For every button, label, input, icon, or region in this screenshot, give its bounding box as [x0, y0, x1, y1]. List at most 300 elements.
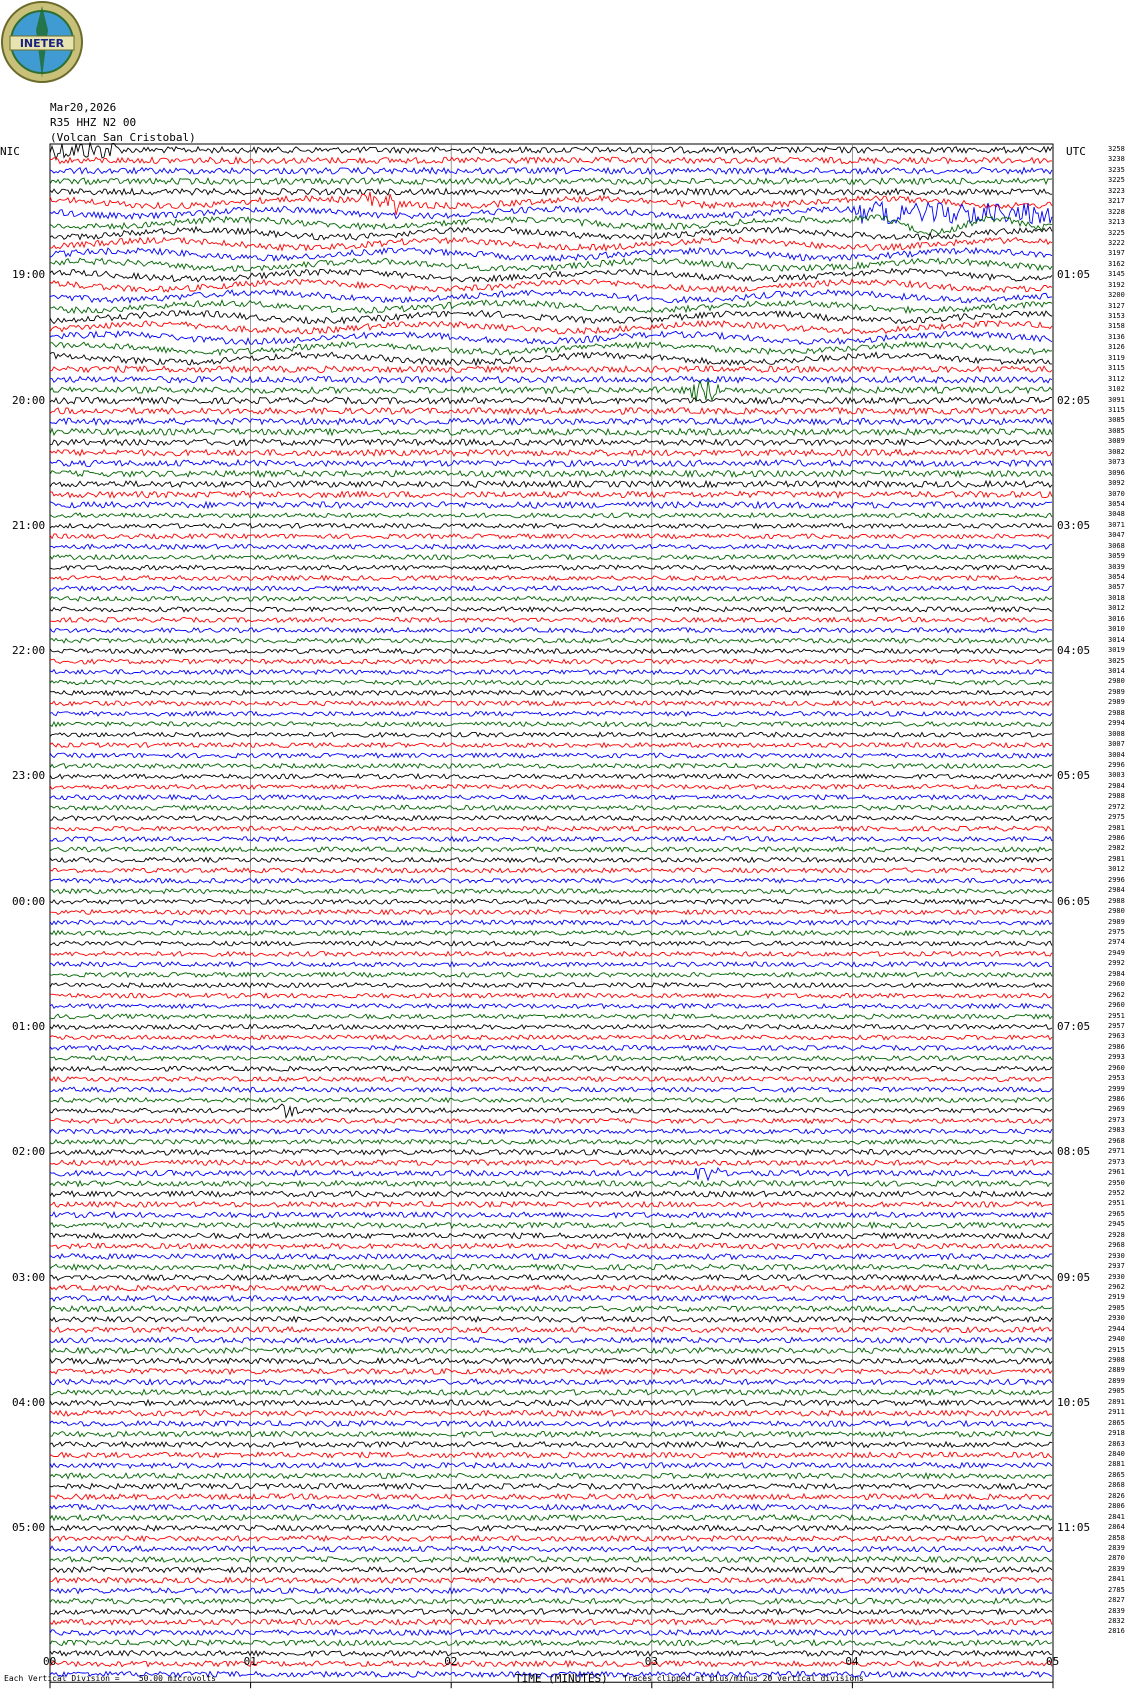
trace-line [50, 826, 1052, 831]
trace-line [50, 439, 1052, 445]
rms-value: 2989 [1108, 687, 1125, 696]
rms-value: 3003 [1108, 771, 1125, 780]
trace-line [50, 1223, 1052, 1229]
rms-value: 3054 [1108, 499, 1125, 508]
rms-value: 3258 [1108, 145, 1125, 153]
station-code: R35 HHZ N2 00 [50, 116, 137, 129]
rms-value: 2785 [1108, 1585, 1125, 1594]
rms-value: 3004 [1108, 750, 1125, 759]
rms-value: 3059 [1108, 552, 1125, 561]
rms-value: 3018 [1108, 593, 1125, 602]
rms-value: 2953 [1108, 1074, 1125, 1083]
rms-value: 2983 [1108, 1126, 1125, 1135]
trace-line [50, 1390, 1052, 1396]
trace-line [50, 659, 1052, 664]
x-tick-label: 02 [444, 1655, 458, 1668]
rms-value: 2984 [1108, 781, 1125, 790]
chart-date: Mar20,2026 [50, 101, 117, 114]
rms-value: 2832 [1108, 1617, 1125, 1626]
trace-line [50, 1337, 1052, 1343]
trace-line [50, 513, 1052, 518]
rms-value: 2957 [1108, 1021, 1125, 1030]
x-tick-label: 00 [43, 1655, 57, 1668]
trace-line [50, 983, 1052, 988]
rms-value: 2945 [1108, 1220, 1125, 1229]
rms-value: 3136 [1108, 332, 1125, 341]
rms-value: 3007 [1108, 740, 1125, 749]
rms-value: 3010 [1108, 625, 1125, 634]
rms-value: 3014 [1108, 635, 1125, 644]
rms-value: 3228 [1108, 207, 1125, 216]
right-time-label: 07:05 [1057, 1019, 1091, 1033]
left-time-label: 02:00 [12, 1145, 46, 1159]
trace-line [50, 993, 1052, 998]
trace-line [50, 1087, 1052, 1092]
rms-value: 2988 [1108, 708, 1125, 717]
rms-value: 2961 [1108, 1168, 1125, 1177]
trace-line [50, 1139, 1052, 1144]
trace-line [50, 450, 1052, 456]
rms-value: 2968 [1108, 1241, 1125, 1250]
trace-line [50, 352, 1052, 365]
trace-line [50, 237, 1052, 250]
x-axis-label: TIME (MINUTES) [515, 1672, 608, 1685]
rms-value: 3119 [1108, 353, 1125, 362]
trace-line [50, 722, 1052, 727]
left-time-label: 22:00 [12, 644, 46, 658]
rms-value: 2981 [1108, 854, 1125, 863]
trace-line [50, 418, 1052, 424]
rms-value: 2865 [1108, 1418, 1125, 1427]
rms-value: 3197 [1108, 249, 1125, 258]
trace-line [50, 429, 1052, 435]
trace-line [50, 878, 1052, 883]
trace-line [50, 1045, 1052, 1050]
rms-value: 3115 [1108, 364, 1125, 373]
trace-line [50, 597, 1052, 602]
rms-value: 3054 [1108, 573, 1125, 582]
rms-value: 3222 [1108, 238, 1125, 247]
rms-value: 2962 [1108, 1282, 1125, 1291]
rms-value: 3012 [1108, 604, 1125, 613]
trace-line [50, 1035, 1052, 1040]
trace-line [50, 670, 1052, 675]
rms-value: 3225 [1108, 176, 1125, 185]
rms-value: 3068 [1108, 541, 1125, 550]
trace-line [50, 691, 1052, 696]
left-time-label: 04:00 [12, 1395, 46, 1409]
rms-value: 2984 [1108, 886, 1125, 895]
trace-line [50, 470, 1052, 476]
rms-value: 2972 [1108, 802, 1125, 811]
trace-line [50, 1327, 1052, 1333]
trace-line [50, 1410, 1052, 1416]
x-tick-label: 05 [1046, 1655, 1060, 1668]
trace-line [50, 408, 1052, 414]
rms-value: 2973 [1108, 1115, 1125, 1124]
trace-line [50, 1212, 1052, 1218]
trace-line [50, 1056, 1052, 1061]
trace-line [50, 1494, 1052, 1500]
trace-line [50, 565, 1052, 570]
rms-value: 2839 [1108, 1606, 1125, 1615]
trace-line [50, 962, 1052, 967]
trace-line [50, 460, 1052, 466]
scale-note: Each Vertical Division = 50.00 microvolts [4, 1674, 216, 1683]
trace-line [50, 586, 1052, 591]
trace-line [50, 342, 1052, 355]
trace-line [50, 157, 1052, 163]
left-time-label: 00:00 [12, 894, 46, 908]
rms-value: 2816 [1108, 1627, 1125, 1636]
trace-line [50, 1442, 1052, 1448]
trace-line [50, 1077, 1052, 1082]
trace-line [50, 847, 1052, 852]
rms-value: 2960 [1108, 1063, 1125, 1072]
left-zone-label: NIC [0, 145, 20, 158]
rms-value: 3091 [1108, 395, 1125, 404]
rms-value: 2839 [1108, 1543, 1125, 1552]
x-tick-label: 01 [243, 1655, 257, 1668]
rms-value: 3225 [1108, 228, 1125, 237]
rms-value: 3016 [1108, 614, 1125, 623]
trace-line [50, 1452, 1052, 1458]
rms-value: 3200 [1108, 291, 1125, 300]
trace-line [50, 1598, 1052, 1604]
trace-line [50, 1421, 1052, 1427]
rms-value: 2986 [1108, 1095, 1125, 1104]
rms-value: 2989 [1108, 917, 1125, 926]
x-tick-label: 03 [644, 1655, 659, 1668]
trace-line [50, 1160, 1052, 1166]
rms-value: 2826 [1108, 1491, 1125, 1500]
trace-line [50, 377, 1052, 383]
right-zone-label: UTC [1066, 145, 1086, 158]
rms-value: 2952 [1108, 1189, 1125, 1197]
rms-value: 2996 [1108, 875, 1125, 884]
left-time-label: 05:00 [12, 1521, 46, 1535]
trace-line [50, 1536, 1052, 1542]
trace-line [50, 1567, 1052, 1573]
trace-line [50, 732, 1052, 737]
right-time-label: 08:05 [1057, 1145, 1091, 1159]
trace-line [50, 202, 1052, 224]
x-tick-label: 04 [845, 1655, 859, 1668]
trace-line [50, 491, 1052, 497]
rms-value: 2841 [1108, 1512, 1125, 1521]
rms-value: 2960 [1108, 980, 1125, 989]
rms-value: 2974 [1108, 938, 1125, 947]
rms-value: 2881 [1108, 1460, 1125, 1469]
rms-value: 2911 [1108, 1408, 1125, 1417]
trace-line [50, 1588, 1052, 1594]
trace-line [50, 300, 1052, 313]
right-time-label: 05:05 [1057, 769, 1091, 783]
trace-line [50, 576, 1052, 581]
rms-value: 2951 [1108, 1199, 1125, 1208]
rms-value: 3092 [1108, 479, 1125, 488]
left-time-label: 23:00 [12, 769, 46, 783]
trace-line [50, 502, 1052, 508]
rms-value: 3008 [1108, 729, 1125, 738]
trace-line [50, 1275, 1052, 1281]
trace-line [50, 1484, 1052, 1490]
trace-line [50, 544, 1052, 549]
right-time-label: 01:05 [1057, 268, 1091, 282]
trace-line [50, 607, 1052, 612]
rms-value: 3019 [1108, 646, 1125, 655]
trace-line [50, 1463, 1052, 1469]
trace-line [50, 555, 1052, 560]
rms-value: 3153 [1108, 312, 1125, 321]
rms-value: 2841 [1108, 1575, 1125, 1584]
trace-line [50, 366, 1052, 372]
trace-line [50, 1004, 1052, 1009]
station-location: (Volcan San Cristobal) [50, 131, 196, 144]
trace-line [50, 331, 1052, 344]
trace-line [50, 972, 1052, 977]
rms-value: 2973 [1108, 1157, 1125, 1166]
trace-line [50, 1619, 1052, 1625]
rms-value: 3102 [1108, 385, 1125, 394]
rms-value: 2928 [1108, 1230, 1125, 1239]
trace-line [50, 784, 1052, 789]
trace-line [50, 1014, 1052, 1019]
trace-line [50, 931, 1052, 936]
trace-line [50, 889, 1052, 894]
left-time-label: 01:00 [12, 1019, 46, 1033]
rms-value: 2980 [1108, 677, 1125, 686]
rms-value: 2915 [1108, 1345, 1125, 1354]
rms-value: 2975 [1108, 813, 1125, 822]
left-time-label: 20:00 [12, 393, 46, 407]
rms-value: 2870 [1108, 1554, 1125, 1563]
rms-value: 3073 [1108, 458, 1125, 467]
rms-value: 2864 [1108, 1523, 1125, 1532]
trace-line [50, 1168, 1052, 1180]
trace-line [50, 701, 1052, 706]
rms-value: 2863 [1108, 1439, 1125, 1448]
rms-value: 3235 [1108, 165, 1125, 174]
rms-value: 2827 [1108, 1596, 1125, 1605]
rms-value: 2951 [1108, 1011, 1125, 1020]
trace-line [50, 1066, 1052, 1071]
rms-value: 2937 [1108, 1262, 1125, 1271]
trace-line [50, 711, 1052, 716]
rms-value: 2950 [1108, 1178, 1125, 1187]
trace-line [50, 638, 1052, 643]
trace-line [50, 816, 1052, 821]
trace-line [50, 189, 1052, 195]
left-time-label: 21:00 [12, 518, 46, 532]
rms-value: 3048 [1108, 510, 1125, 519]
rms-value: 3012 [1108, 865, 1125, 874]
rms-value: 2971 [1108, 1147, 1125, 1156]
rms-value: 2965 [1108, 1209, 1125, 1218]
trace-line [50, 1504, 1052, 1510]
rms-value: 3070 [1108, 489, 1125, 498]
trace-line [50, 743, 1052, 748]
trace-line [50, 1181, 1052, 1187]
rms-value: 2988 [1108, 792, 1125, 801]
trace-line [50, 1264, 1052, 1270]
rms-value: 3158 [1108, 322, 1125, 331]
trace-line [50, 1129, 1052, 1134]
rms-value: 3192 [1108, 280, 1125, 289]
rms-value: 2889 [1108, 1366, 1125, 1375]
rms-value: 3112 [1108, 374, 1125, 383]
trace-line [50, 1317, 1052, 1323]
trace-line [50, 1546, 1052, 1552]
rms-value: 3047 [1108, 531, 1125, 540]
trace-line [50, 1098, 1052, 1103]
trace-line [50, 1661, 1052, 1667]
trace-line [50, 290, 1052, 303]
trace-line [50, 227, 1052, 240]
rms-value: 2994 [1108, 719, 1125, 728]
trace-line [50, 1515, 1052, 1521]
rms-value: 3085 [1108, 426, 1125, 435]
trace-line [50, 920, 1052, 925]
rms-value: 2984 [1108, 969, 1125, 978]
rms-value: 2908 [1108, 1356, 1125, 1365]
rms-value: 2858 [1108, 1533, 1125, 1542]
trace-line [50, 1379, 1052, 1385]
rms-value: 2918 [1108, 1429, 1125, 1438]
trace-line [50, 1348, 1052, 1354]
right-time-label: 10:05 [1057, 1395, 1091, 1409]
rms-value: 3085 [1108, 416, 1125, 425]
trace-line [50, 837, 1052, 842]
trace-line [50, 397, 1052, 403]
rms-value: 3096 [1108, 468, 1125, 477]
rms-value: 2905 [1108, 1303, 1125, 1312]
rms-value: 2865 [1108, 1470, 1125, 1479]
rms-value: 2993 [1108, 1053, 1125, 1062]
rms-value: 2840 [1108, 1450, 1125, 1458]
right-time-label: 04:05 [1057, 644, 1091, 658]
trace-line [50, 1369, 1052, 1375]
right-time-label: 02:05 [1057, 393, 1091, 407]
trace-line [50, 753, 1052, 758]
trace-line [50, 680, 1052, 685]
left-time-label: 03:00 [12, 1270, 46, 1284]
rms-value: 3145 [1108, 270, 1125, 279]
rms-value: 2919 [1108, 1293, 1125, 1302]
rms-value: 2988 [1108, 896, 1125, 905]
rms-value: 2839 [1108, 1564, 1125, 1573]
rms-value: 3126 [1108, 343, 1125, 352]
trace-line [50, 1254, 1052, 1260]
rms-value: 2968 [1108, 1136, 1125, 1145]
rms-value: 2975 [1108, 928, 1125, 936]
trace-line [50, 1025, 1052, 1030]
rms-value: 3217 [1108, 197, 1125, 206]
trace-line [50, 617, 1052, 622]
trace-line [50, 1557, 1052, 1563]
rms-value: 2960 [1108, 1001, 1125, 1010]
rms-value: 2996 [1108, 760, 1125, 769]
rms-value: 2868 [1108, 1481, 1125, 1490]
trace-line [50, 311, 1052, 324]
trace-line [50, 952, 1052, 957]
rms-value: 3213 [1108, 218, 1125, 227]
plot-frame [50, 144, 1053, 1682]
trace-line [50, 899, 1052, 904]
rms-value: 3039 [1108, 562, 1125, 571]
trace-line [50, 1640, 1052, 1646]
trace-line [50, 910, 1052, 915]
trace-line [50, 805, 1052, 810]
rms-value: 2940 [1108, 1335, 1125, 1344]
rms-value: 3082 [1108, 447, 1125, 456]
rms-value: 2930 [1108, 1272, 1125, 1281]
rms-value: 2949 [1108, 948, 1125, 957]
trace-line [50, 1630, 1052, 1636]
trace-line [50, 215, 1052, 235]
rms-value: 3057 [1108, 583, 1125, 592]
rms-value: 2944 [1108, 1324, 1125, 1333]
trace-line [50, 1525, 1052, 1531]
trace-line [50, 258, 1052, 271]
trace-line [50, 481, 1052, 487]
rms-value: 3025 [1108, 656, 1125, 665]
rms-value: 2930 [1108, 1251, 1125, 1260]
logo-text: INETER [19, 37, 65, 50]
rms-value: 2969 [1108, 1105, 1125, 1114]
trace-line [50, 1119, 1052, 1124]
rms-value: 2999 [1108, 1084, 1125, 1093]
rms-value: 2905 [1108, 1387, 1125, 1396]
rms-value: 3238 [1108, 155, 1125, 164]
right-time-label: 09:05 [1057, 1270, 1091, 1284]
trace-line [50, 764, 1052, 769]
trace-line [50, 524, 1052, 529]
rms-value: 2899 [1108, 1376, 1125, 1385]
trace-line [50, 269, 1052, 282]
rms-value: 3071 [1108, 520, 1125, 529]
rms-value: 2806 [1108, 1502, 1125, 1511]
rms-value: 2989 [1108, 698, 1125, 707]
trace-line [50, 628, 1052, 633]
trace-line [50, 1358, 1052, 1364]
trace-line [50, 1233, 1052, 1239]
trace-line [50, 168, 1052, 174]
left-time-label: 19:00 [12, 268, 46, 282]
trace-line [50, 868, 1052, 873]
trace-line [50, 858, 1052, 863]
trace-line [50, 1400, 1052, 1406]
trace-line [50, 1202, 1052, 1208]
trace-line [50, 534, 1052, 539]
rms-value: 2982 [1108, 844, 1125, 853]
trace-line [50, 1651, 1052, 1657]
rms-value: 2992 [1108, 959, 1125, 968]
trace-line [50, 1609, 1052, 1615]
trace-line [50, 1191, 1052, 1197]
rms-value: 3014 [1108, 667, 1125, 675]
trace-line [50, 178, 1052, 184]
trace-line [50, 649, 1052, 654]
rms-value: 2930 [1108, 1314, 1125, 1323]
rms-value: 3223 [1108, 186, 1125, 195]
right-time-label: 06:05 [1057, 894, 1091, 908]
trace-line [50, 1243, 1052, 1249]
rms-value: 3127 [1108, 301, 1125, 310]
rms-value: 2980 [1108, 907, 1125, 916]
right-time-label: 11:05 [1057, 1521, 1091, 1535]
trace-line [50, 774, 1052, 779]
